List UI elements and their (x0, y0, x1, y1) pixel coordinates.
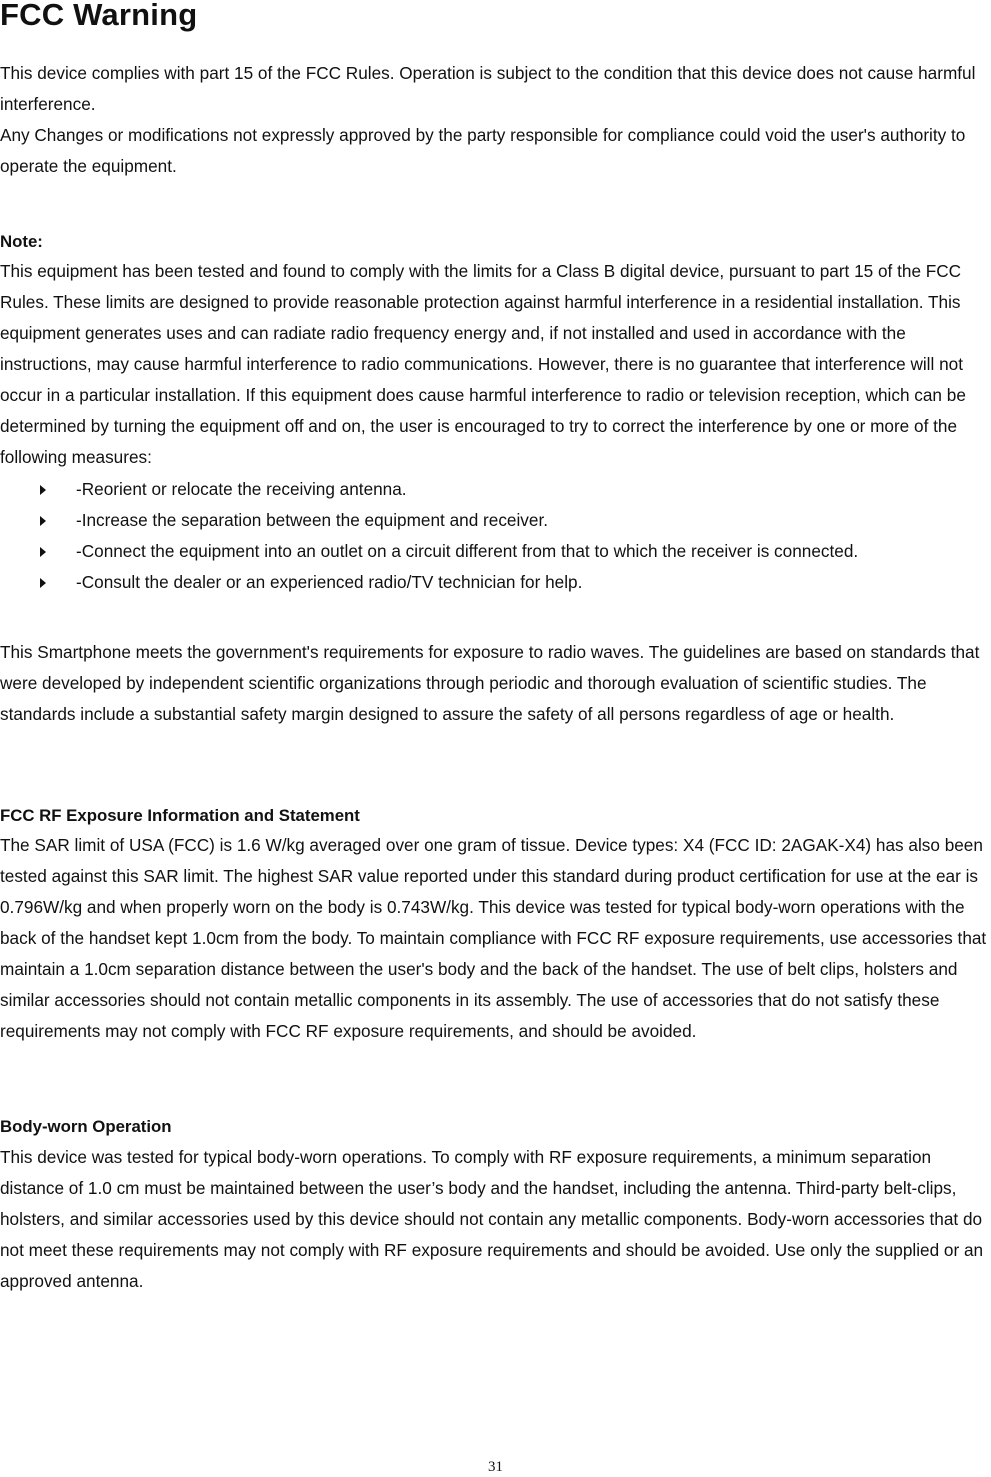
body-worn-body (0, 1142, 991, 1297)
body-worn-paragraph: This device was tested for typical body-worn operations. To comply with RF exposure requirements, a minimum separation distance of 1.0 cm must be maintained between the user’s body and the handset, including the antenna. Third-party belt-clips, holsters, and similar accessories used by this device should not contain any metallic components. Body-worn accessories that do not meet these requirements may not comply with RF exposure requirements and should be avoided. Use only the supplied or an approved antenna. (0, 1147, 984, 1291)
triangle-bullet-icon (40, 578, 46, 588)
body-worn-heading: Body-worn Operation (0, 1117, 172, 1136)
list-item (0, 505, 991, 536)
triangle-bullet-icon (40, 485, 46, 495)
measure-text: -Consult the dealer or an experienced radio/TV technician for help. (76, 572, 583, 592)
smartphone-exposure-section (0, 637, 991, 730)
measures-list (0, 474, 991, 598)
measure-text: -Reorient or relocate the receiving antenna. (76, 479, 407, 499)
measure-text: -Increase the separation between the equipment and receiver. (76, 510, 549, 530)
smartphone-paragraph: This Smartphone meets the government's requirements for exposure to radio waves. The guidelines are based on standards that were developed by independent scientific organizations through periodic and thorough evaluation of scientific studies. The standards include a substantial safety margin designed to assure the safety of all persons regardless of age or health. (0, 642, 980, 724)
rf-exposure-body (0, 830, 991, 1047)
note-paragraph: This equipment has been tested and found to comply with the limits for a Class B digital device, pursuant to part 15 of the FCC Rules. These limits are designed to provide reasonable protection against harmful interference in a residential installation. This equipment generates uses and can radiate radio frequency energy and, if not installed and used in accordance with the instructions, may cause harmful interference to radio communications. However, there is no guarantee that interference will not occur in a particular installation. If this equipment does cause harmful interference to radio or television reception, which can be determined by turning the equipment off and on, the user is encouraged to try to correct the interference by one or more of the following measures: (0, 261, 966, 467)
list-item (0, 474, 991, 505)
list-item (0, 567, 991, 598)
page-number: 31 (488, 1459, 503, 1475)
note-heading: Note: (0, 232, 43, 251)
measure-text: -Connect the equipment into an outlet on a circuit different from that to which the receiver is connected. (76, 541, 859, 561)
intro-paragraph-compliance: This device complies with part 15 of the FCC Rules. Operation is subject to the condition that this device does not cause harmful interference. (0, 63, 976, 114)
intro-section (0, 58, 991, 182)
triangle-bullet-icon (40, 547, 46, 557)
intro-paragraph-modifications: Any Changes or modifications not expressly approved by the party responsible for compliance could void the user's authority to operate the equipment. (0, 125, 966, 176)
note-body (0, 256, 991, 473)
list-item (0, 536, 991, 567)
rf-exposure-paragraph: The SAR limit of USA (FCC) is 1.6 W/kg averaged over one gram of tissue. Device types: X4 (FCC ID: 2AGAK-X4) has also been tested against this SAR limit. The highest SAR value reported under this standard during product certification for use at the ear is 0.796W/kg and when properly worn on the body is 0.743W/kg. This device was tested for typical body-worn operations with the back of the handset kept 1.0cm from the body. To maintain compliance with FCC RF exposure requirements, use accessories that maintain a 1.0cm separation distance between the user's body and the back of the handset. The use of belt clips, holsters and similar accessories should not contain metallic components in its assembly. The use of accessories that do not satisfy these requirements may not comply with FCC RF exposure requirements, and should be avoided. (0, 835, 987, 1041)
page-title: FCC Warning (0, 0, 198, 32)
rf-exposure-heading: FCC RF Exposure Information and Statement (0, 806, 360, 825)
triangle-bullet-icon (40, 516, 46, 526)
